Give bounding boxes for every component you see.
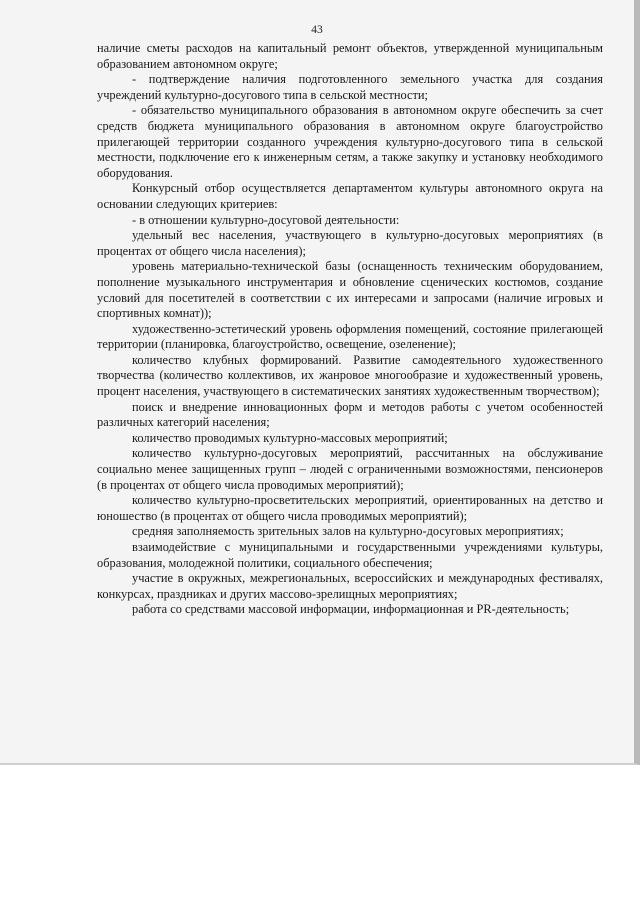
paragraph: - обязательство муниципального образования в автономном округе обеспечить за счет средств бюджета муниципального образования в автономном округе благоустройство прилегающей территории созданного учреждения культурно-досугового типа в сельской местности, подключение его к инженерным сетям, а также закупку и установку необходимого оборудования.	[97, 103, 603, 180]
paragraph: уровень материально-технической базы (оснащенность техническим оборудованием, пополнение музыкального инструментария и обновление сценических костюмов, создание условий для посетителей в соответствии с их интересами и запросами (наличие игровых и спортивных комнат));	[97, 259, 603, 321]
paragraph: удельный вес населения, участвующего в культурно-досуговых мероприятиях (в процентах от общего числа населения);	[97, 228, 603, 258]
page-body	[97, 41, 603, 618]
paragraph: количество культурно-просветительских мероприятий, ориентированных на детство и юношество (в процентах от общего числа проводимых мероприятий);	[97, 493, 603, 523]
paragraph: Конкурсный отбор осуществляется департаментом культуры автономного округа на основании следующих критериев:	[97, 181, 603, 211]
paragraph: художественно-эстетический уровень оформления помещений, состояние прилегающей территории (планировка, благоустройство, освещение, озеленение);	[97, 321, 603, 352]
paragraph: взаимодействие с муниципальными и государственными учреждениями культуры, образования, молодежной политики, социального обеспечения;	[97, 540, 603, 570]
paragraph: количество культурно-досуговых мероприятий, рассчитанных на обслуживание социально менее защищенных групп – людей с ограниченными возможностями, пенсионеров (в процентах от общего числа проводимых мероприятий);	[97, 446, 603, 492]
paragraph: количество проводимых культурно-массовых мероприятий;	[132, 430, 448, 445]
paragraph: поиск и внедрение инновационных форм и методов работы с учетом особенностей различных категорий населения;	[97, 399, 603, 430]
paragraph: - подтверждение наличия подготовленного земельного участка для создания учреждений культурно-досугового типа в сельской местности;	[97, 72, 603, 102]
paragraph: - в отношении культурно-досуговой деятельности:	[132, 212, 400, 227]
paragraph: наличие сметы расходов на капитальный ремонт объектов, утвержденной муниципальным образованием автономном округе;	[97, 41, 603, 71]
page-number: 43	[311, 24, 323, 36]
paragraph: работа со средствами массовой информации, информационная и PR-деятельность;	[132, 602, 570, 617]
paragraph: средняя заполняемость зрительных залов на культурно-досуговых мероприятиях;	[132, 524, 564, 539]
paragraph: участие в окружных, межрегиональных, всероссийских и международных фестивалях, конкурсах, праздниках и других массово-зрелищных мероприятиях;	[97, 571, 603, 601]
paragraph: количество клубных формирований. Развитие самодеятельного художественного творчества (количество коллективов, их жанровое многообразие и художественный уровень, процент населения, участвующего в систематических занятиях художественным творчеством);	[97, 352, 603, 399]
